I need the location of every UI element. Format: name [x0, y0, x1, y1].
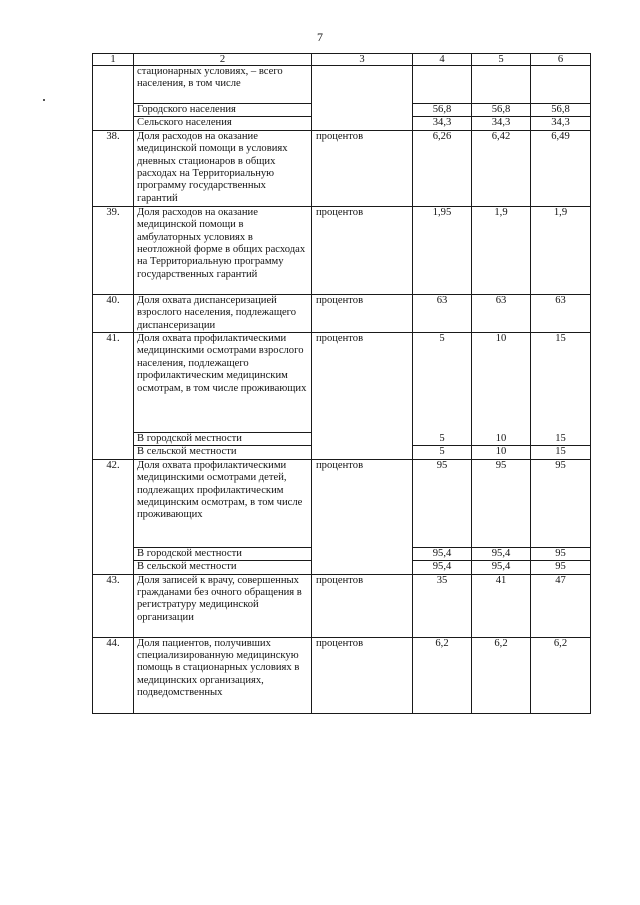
header-col-3: 3 [312, 54, 413, 66]
row-description: стационарных условиях, – всего населения, в том числе [134, 66, 312, 104]
row-value: 10 [472, 333, 531, 433]
row-value: 6,42 [472, 130, 531, 206]
row-description: Доля охвата профилактическими медицинскими осмотрами детей, подлежащих профилактическим медицинским осмотрам, в том числе проживающих [134, 459, 312, 547]
row-unit [312, 66, 413, 131]
row-number: 38. [93, 130, 134, 206]
row-description: Сельского населения [134, 117, 312, 130]
row-value: 15 [531, 333, 591, 433]
row-value: 56,8 [413, 104, 472, 117]
row-value: 6,2 [413, 637, 472, 713]
row-value: 15 [531, 446, 591, 459]
row-unit: процентов [312, 459, 413, 574]
row-number: 40. [93, 294, 134, 332]
table-row [93, 294, 591, 332]
row-unit: процентов [312, 333, 413, 460]
row-value: 63 [531, 294, 591, 332]
row-value: 34,3 [472, 117, 531, 130]
row-unit: процентов [312, 637, 413, 713]
row-value: 1,95 [413, 206, 472, 294]
table-row [93, 574, 591, 637]
row-value: 5 [413, 433, 472, 446]
row-value: 5 [413, 446, 472, 459]
indicators-table [92, 53, 591, 714]
row-value: 34,3 [531, 117, 591, 130]
row-value: 63 [472, 294, 531, 332]
row-number: 42. [93, 459, 134, 574]
row-value: 10 [472, 446, 531, 459]
row-value: 95,4 [472, 561, 531, 574]
row-value [531, 66, 591, 104]
row-description: Доля охвата профилактическими медицинскими осмотрами взрослого населения, подлежащего профилактическим медицинским осмотрам, в том числе проживающих [134, 333, 312, 433]
table-row [93, 637, 591, 713]
row-value: 15 [531, 433, 591, 446]
row-unit: процентов [312, 294, 413, 332]
row-value: 95,4 [413, 561, 472, 574]
table-header-row [93, 54, 591, 66]
row-value: 95 [531, 547, 591, 560]
row-value [472, 66, 531, 104]
row-value: 34,3 [413, 117, 472, 130]
row-value: 95 [472, 459, 531, 547]
row-description: Доля пациентов, получивших специализированную медицинскую помощь в стационарных условиях в медицинских организациях, подведомственных [134, 637, 312, 713]
row-number: 44. [93, 637, 134, 713]
row-description: В сельской местности [134, 446, 312, 459]
table-row [93, 130, 591, 206]
page-number: 7 [317, 30, 323, 44]
row-value: 56,8 [472, 104, 531, 117]
row-value: 6,49 [531, 130, 591, 206]
row-description: В городской местности [134, 433, 312, 446]
table-row [93, 333, 591, 433]
row-value: 95 [413, 459, 472, 547]
table-row [93, 206, 591, 294]
row-value: 10 [472, 433, 531, 446]
row-value: 95,4 [472, 547, 531, 560]
row-value: 95 [531, 459, 591, 547]
row-value [413, 66, 472, 104]
row-value: 5 [413, 333, 472, 433]
row-description: Доля записей к врачу, совершенных гражданами без очного обращения в регистратуру медицинской организации [134, 574, 312, 637]
row-description: Доля расходов на оказание медицинской помощи в условиях дневных стационаров в общих расходах на Территориальную программу государственных гарантий [134, 130, 312, 206]
row-value: 95,4 [413, 547, 472, 560]
row-description: Доля охвата диспансеризацией взрослого населения, подлежащего диспансеризации [134, 294, 312, 332]
row-value: 1,9 [472, 206, 531, 294]
row-number: 43. [93, 574, 134, 637]
scan-speck [43, 99, 45, 101]
row-value: 35 [413, 574, 472, 637]
row-value: 56,8 [531, 104, 591, 117]
row-value: 6,26 [413, 130, 472, 206]
table-row [93, 459, 591, 547]
header-col-2: 2 [134, 54, 312, 66]
table-row [93, 66, 591, 104]
row-description: В городской местности [134, 547, 312, 560]
header-col-5: 5 [472, 54, 531, 66]
header-col-4: 4 [413, 54, 472, 66]
row-value: 6,2 [472, 637, 531, 713]
row-number [93, 66, 134, 131]
row-number: 41. [93, 333, 134, 460]
row-unit: процентов [312, 130, 413, 206]
row-value: 47 [531, 574, 591, 637]
row-value: 6,2 [531, 637, 591, 713]
row-value: 41 [472, 574, 531, 637]
row-value: 63 [413, 294, 472, 332]
row-unit: процентов [312, 574, 413, 637]
row-number: 39. [93, 206, 134, 294]
header-col-1: 1 [93, 54, 134, 66]
row-description: В сельской местности [134, 561, 312, 574]
row-unit: процентов [312, 206, 413, 294]
row-value: 95 [531, 561, 591, 574]
row-description: Доля расходов на оказание медицинской помощи в амбулаторных условиях в неотложной форме в общих расходах на Территориальную программу государственных гарантий [134, 206, 312, 294]
row-value: 1,9 [531, 206, 591, 294]
header-col-6: 6 [531, 54, 591, 66]
row-description: Городского населения [134, 104, 312, 117]
